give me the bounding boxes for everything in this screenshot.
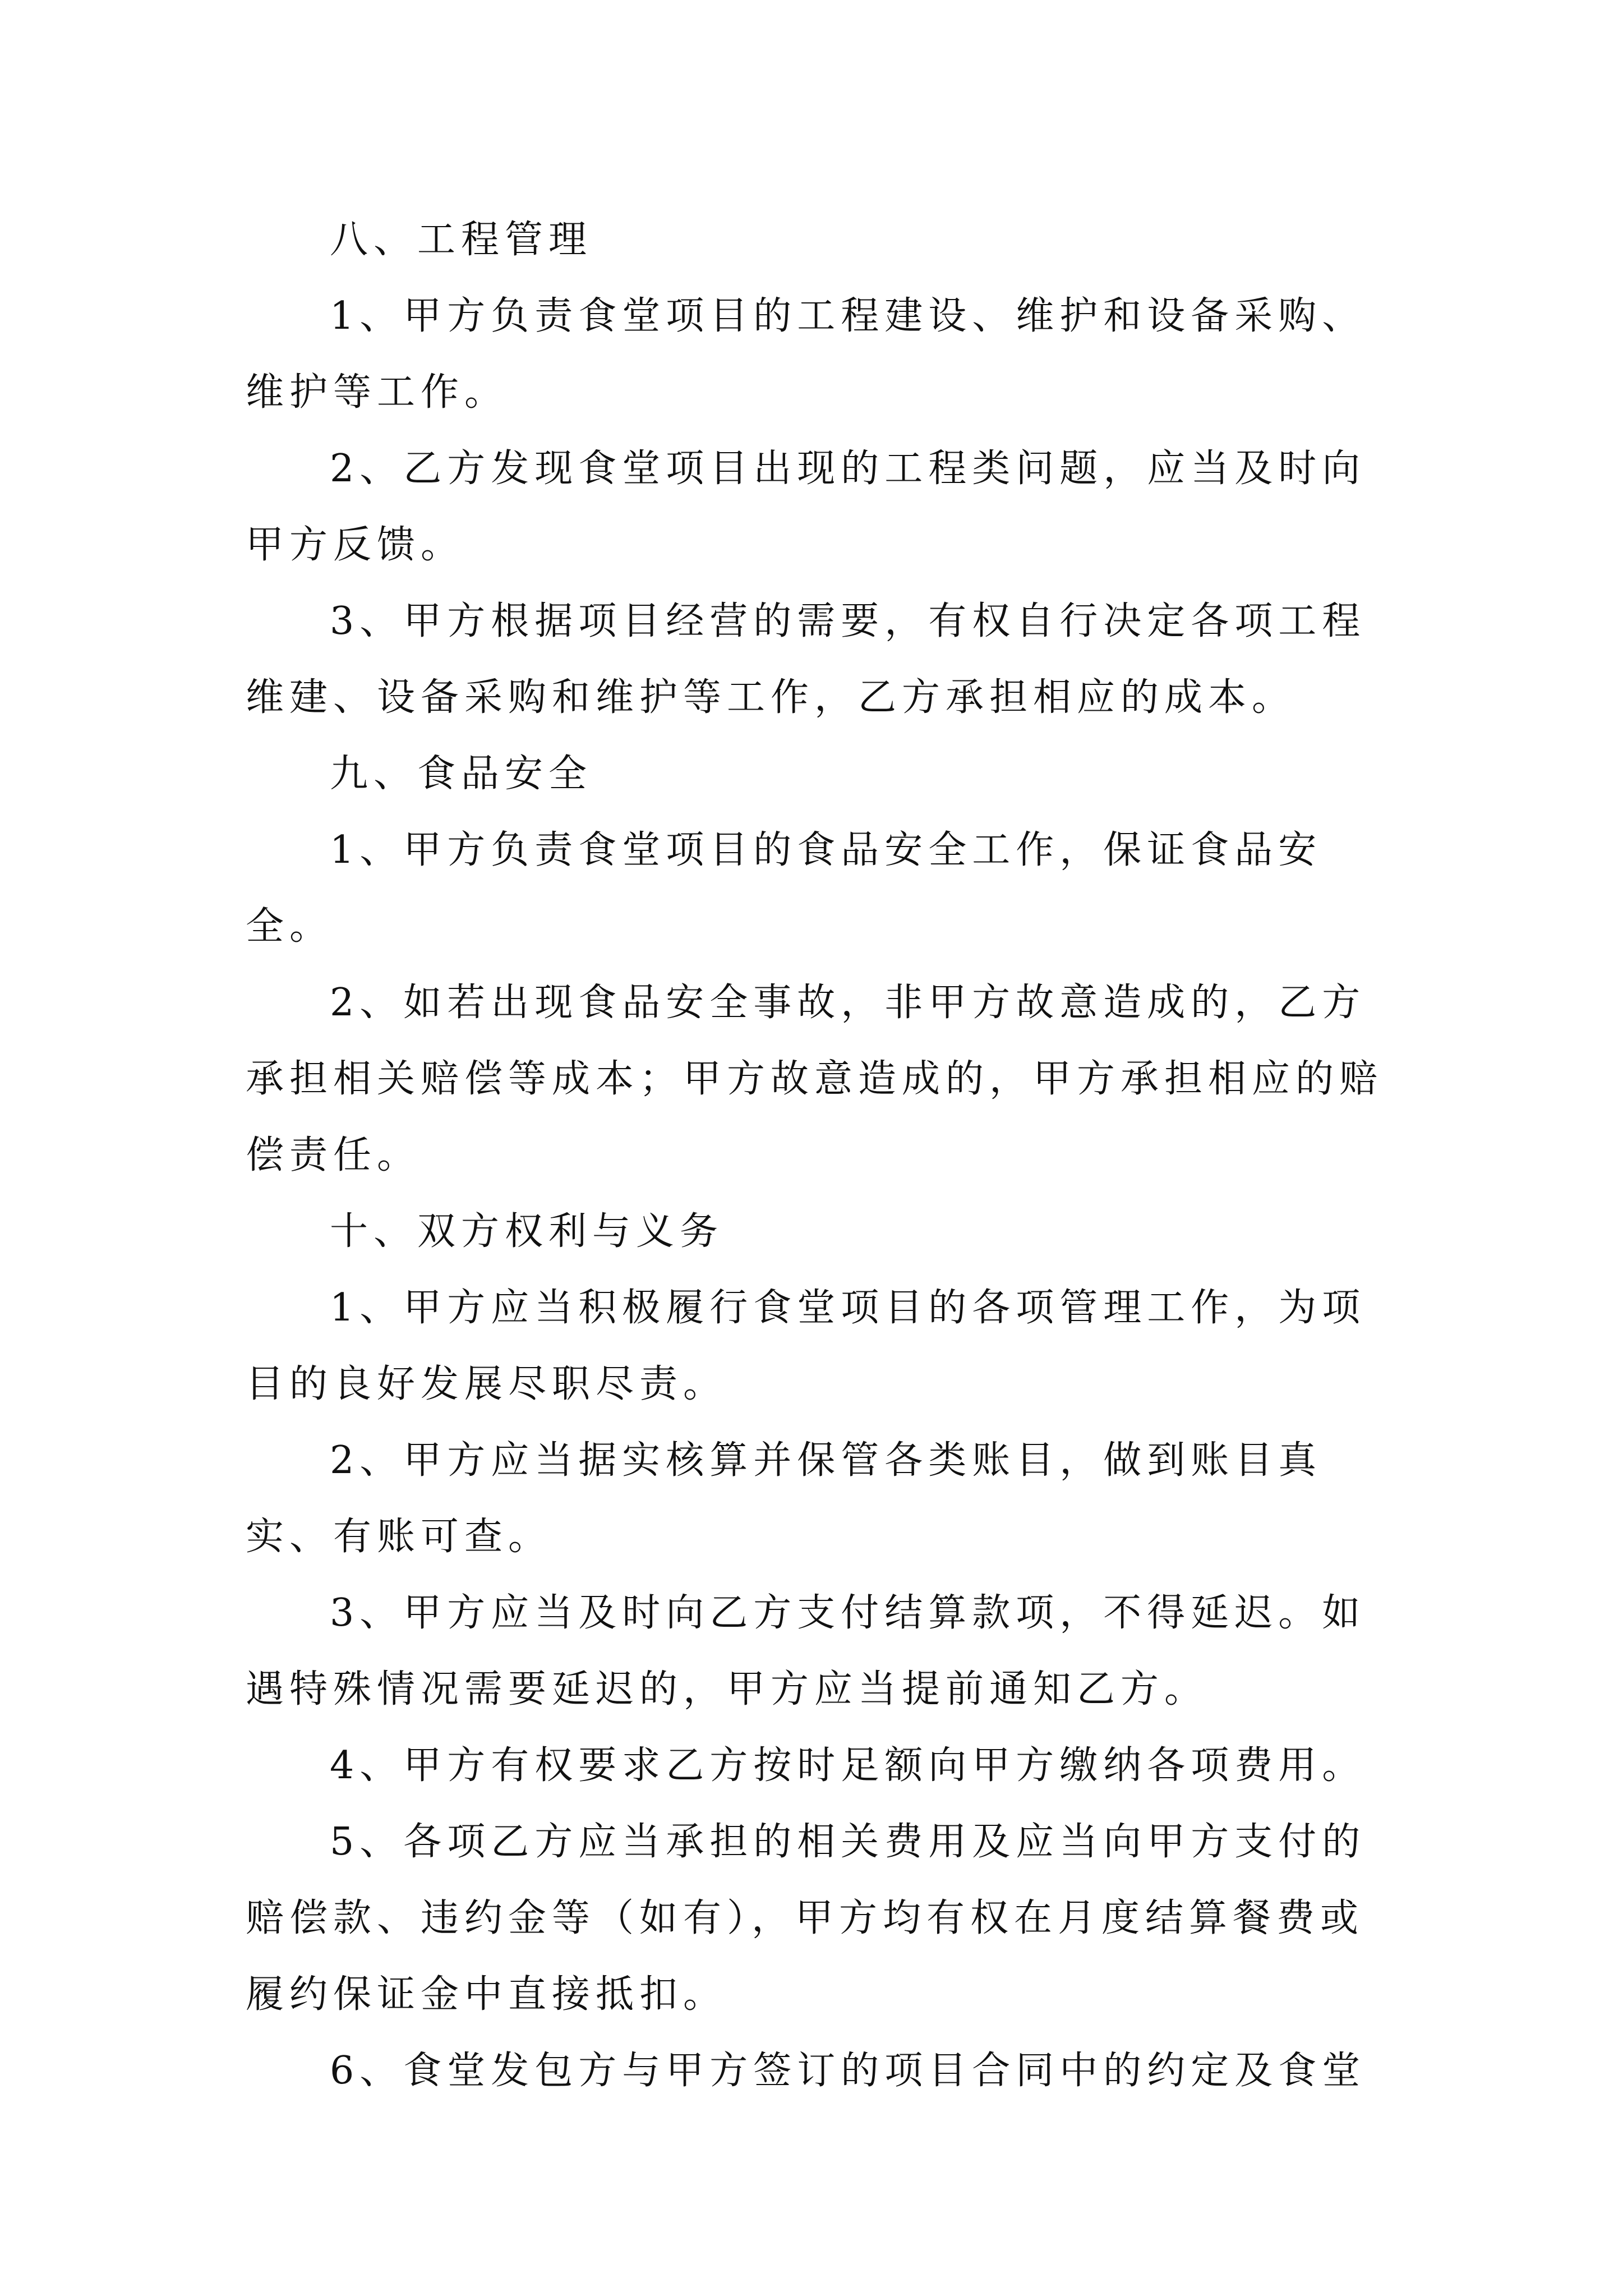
clause-8-2: 2、乙方发现食堂项目出现的工程类问题，应当及时向甲方反馈。 — [246, 447, 1366, 567]
clause-10-6: 6、食堂发包方与甲方签订的项目合同中的约定及食堂 — [330, 2049, 1366, 2093]
section-heading-8: 八、工程管理 — [330, 218, 593, 262]
document-body — [246, 202, 1390, 2109]
clause-10-4: 4、甲方有权要求乙方按时足额向甲方缴纳各项费用。 — [330, 1743, 1366, 1788]
section-heading-10: 十、双方权利与义务 — [330, 1209, 724, 1254]
clause-9-1: 1、甲方负责食堂项目的食品安全工作，保证食品安全。 — [246, 828, 1322, 949]
section-heading-9: 九、食品安全 — [330, 752, 593, 796]
clause-9-2: 2、如若出现食品安全事故，非甲方故意造成的，乙方承担相关赔偿等成本；甲方故意造成的，甲方承担相应的赔偿责任。 — [246, 981, 1384, 1177]
clause-10-1: 1、甲方应当积极履行食堂项目的各项管理工作，为项目的良好发展尽职尽责。 — [246, 1286, 1366, 1406]
clause-10-2: 2、甲方应当据实核算并保管各类账目，做到账目真实、有账可查。 — [246, 1438, 1322, 1559]
clause-8-3: 3、甲方根据项目经营的需要，有权自行决定各项工程维建、设备采购和维护等工作，乙方承担相应的成本。 — [246, 599, 1366, 720]
clause-10-3: 3、甲方应当及时向乙方支付结算款项，不得延迟。如遇特殊情况需要延迟的，甲方应当提前通知乙方。 — [246, 1591, 1366, 1711]
clause-8-1: 1、甲方负责食堂项目的工程建设、维护和设备采购、维护等工作。 — [246, 294, 1366, 415]
clause-10-5: 5、各项乙方应当承担的相关费用及应当向甲方支付的赔偿款、违约金等（如有），甲方均有权在月度结算餐费或履约保证金中直接抵扣。 — [246, 1820, 1366, 2017]
